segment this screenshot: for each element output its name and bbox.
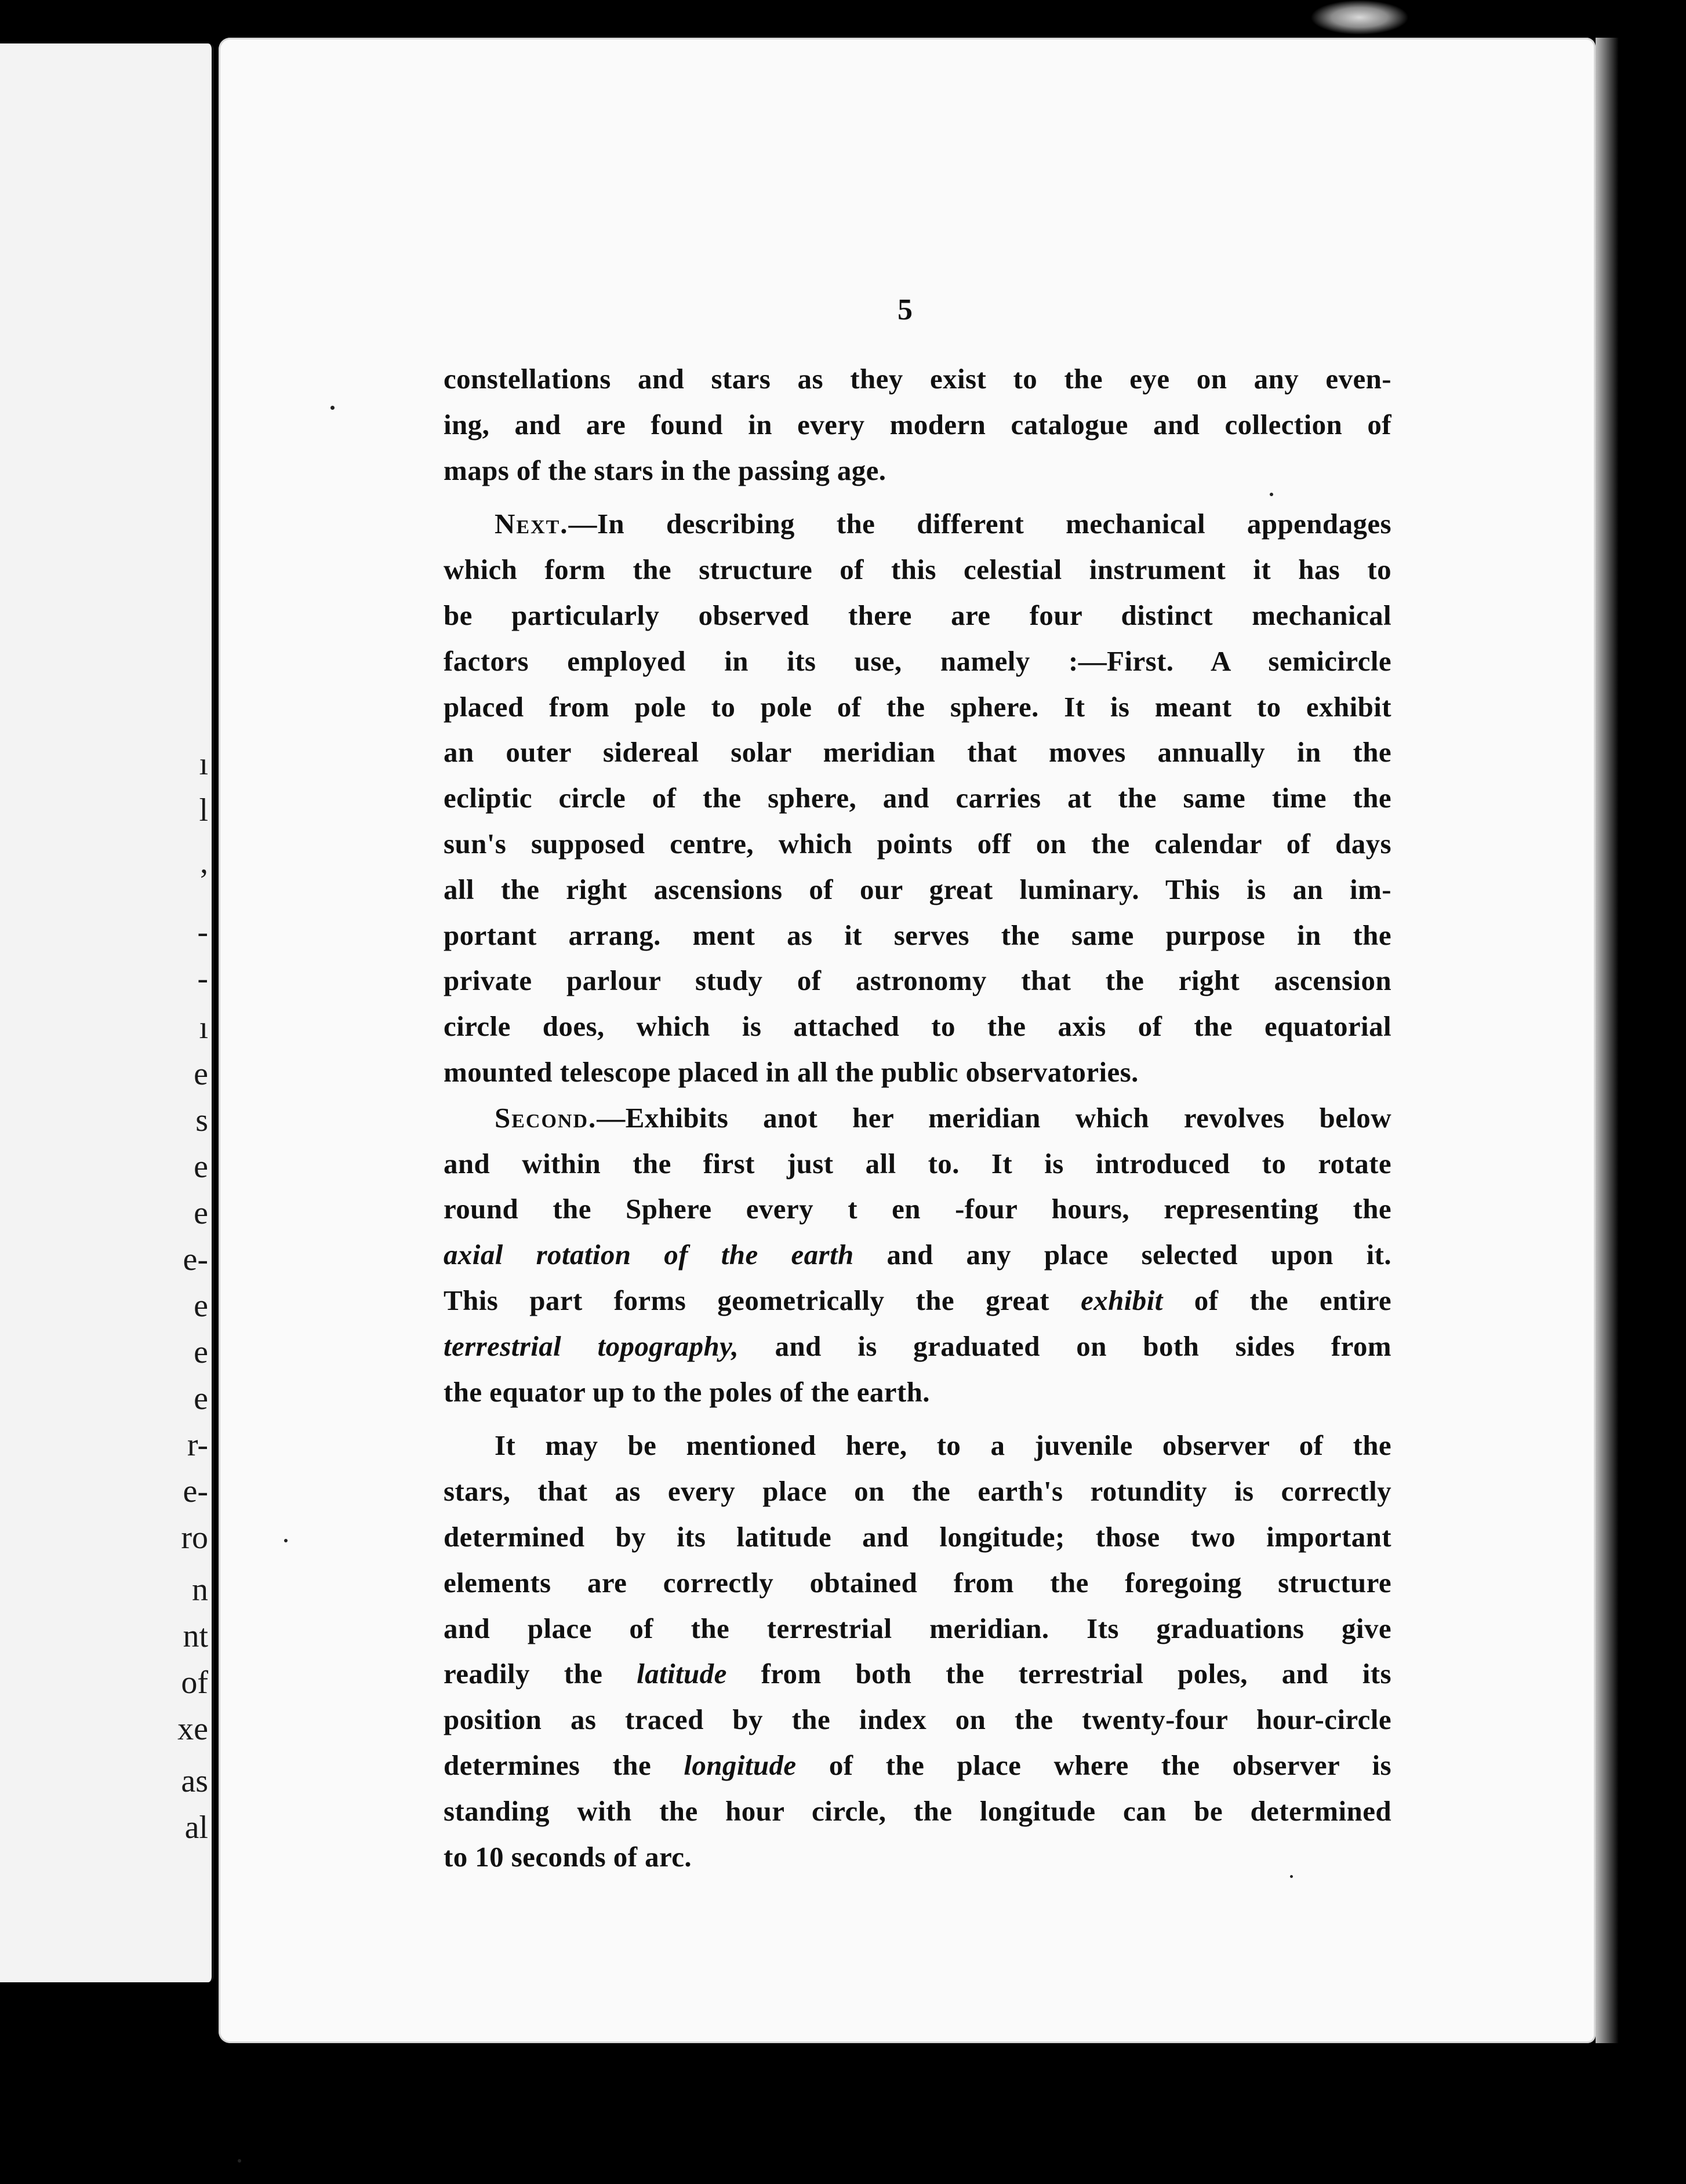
- previous-page-text-fragment: e: [194, 1381, 208, 1417]
- paragraph-next: [444, 501, 1391, 1095]
- scan-speck: [284, 1539, 288, 1542]
- text-line: be particularly observed there are four distinct mechanical: [444, 599, 1391, 631]
- previous-page-text-fragment: s: [195, 1102, 208, 1138]
- text-line: [444, 501, 1391, 547]
- previous-page-text-fragment: as: [181, 1763, 208, 1799]
- previous-page-text-fragment: e: [194, 1334, 208, 1370]
- paragraph-4: [444, 1423, 1391, 1880]
- text-line: terrestrial topography, and is graduated on both sides from: [444, 1330, 1391, 1362]
- text-line-rest: —In describing the different mechanical appendages: [568, 508, 1391, 540]
- text-line: round the Sphere every t en -four hours, representing the: [444, 1193, 1391, 1225]
- text-line: to 10 seconds of arc.: [444, 1840, 692, 1873]
- text-line-rest: —Exhibits anot her meridian which revolves below: [597, 1101, 1391, 1134]
- previous-page-text-fragment: e: [194, 1056, 208, 1092]
- previous-page-text-fragment: ro: [181, 1520, 208, 1556]
- paragraph-1: [444, 356, 1391, 493]
- italic-phrase: exhibit: [1081, 1284, 1163, 1316]
- previous-page-text-fragment: l: [199, 792, 208, 828]
- paragraph-second: [444, 1095, 1391, 1415]
- previous-page-text-fragment: e: [194, 1195, 208, 1231]
- text-line: maps of the stars in the passing age.: [444, 454, 886, 486]
- text-line: and place of the terrestrial meridian. Its graduations give: [444, 1612, 1391, 1644]
- scan-smudge: [1310, 0, 1409, 35]
- previous-page-text-fragment: n: [192, 1572, 208, 1608]
- text-line: ecliptic circle of the sphere, and carries at the same time the: [444, 782, 1391, 814]
- previous-page-edge: [0, 43, 214, 1982]
- text-line: which form the structure of this celestial instrument it has to: [444, 554, 1391, 586]
- text-line: determined by its latitude and longitude; those two important: [444, 1520, 1391, 1553]
- section-lead: Next.: [495, 508, 569, 540]
- previous-page-text-fragment: nt: [183, 1618, 208, 1654]
- previous-page-text-fragment: e-: [183, 1242, 208, 1277]
- text-line: position as traced by the index on the twenty-four hour-circle: [444, 1703, 1391, 1736]
- text-line: stars, that as every place on the earth's rotundity is correctly: [444, 1475, 1391, 1508]
- text-line: all the right ascensions of our great luminary. This is an im-: [444, 873, 1391, 905]
- text-line: circle does, which is attached to the axis of the equatorial: [444, 1010, 1391, 1043]
- text-line: readily the latitude from both the terrestrial poles, and its: [444, 1658, 1391, 1690]
- italic-phrase: terrestrial topography,: [444, 1330, 739, 1362]
- text-line: standing with the hour circle, the longitude can be determined: [444, 1794, 1391, 1827]
- italic-phrase: latitude: [637, 1658, 727, 1690]
- previous-page-text-fragment: of: [181, 1665, 208, 1701]
- text-line: factors employed in its use, namely :—First. A semicircle: [444, 645, 1391, 677]
- previous-page-text-fragment: e-: [183, 1473, 208, 1509]
- scan-speck: [238, 2159, 241, 2163]
- text-line: This part forms geometrically the great exhibit of the entire: [444, 1284, 1391, 1316]
- previous-page-text-fragment: e: [194, 1288, 208, 1324]
- previous-page-text-fragment: ı: [199, 746, 208, 782]
- text-line: the equator up to the poles of the earth.: [444, 1375, 930, 1408]
- page-number: 5: [897, 293, 913, 326]
- text-line: placed from pole to pole of the sphere. It is meant to exhibit: [444, 690, 1391, 723]
- scan-speck: [1290, 1875, 1293, 1878]
- text-line: ing, and are found in every modern catalogue and collection of: [444, 408, 1391, 441]
- previous-page-text-fragment: xe: [177, 1711, 208, 1747]
- previous-page-text-fragment: -: [197, 960, 208, 996]
- scan-speck: [1270, 493, 1273, 496]
- section-lead: Second.: [495, 1101, 597, 1134]
- previous-page-text-fragment: ,: [200, 845, 208, 880]
- previous-page-text-fragment: ı: [199, 1010, 208, 1046]
- text-line: [444, 1095, 1391, 1141]
- text-line: It may be mentioned here, to a juvenile observer of the: [495, 1429, 1391, 1462]
- previous-page-text-fragment: al: [184, 1810, 208, 1846]
- text-line: and within the first just all to. It is introduced to rotate: [444, 1147, 1391, 1180]
- text-line: axial rotation of the earth and any place selected upon it.: [444, 1239, 1391, 1271]
- previous-page-text-fragment: r-: [187, 1427, 208, 1463]
- body-text: [444, 356, 1391, 1880]
- italic-phrase: axial rotation of the earth: [444, 1239, 854, 1271]
- text-line: private parlour study of astronomy that the right ascension: [444, 964, 1391, 997]
- text-line: constellations and stars as they exist to the eye on any even-: [444, 363, 1391, 395]
- text-line: determines the longitude of the place where the observer is: [444, 1749, 1391, 1781]
- previous-page-text-fragment: e: [194, 1149, 208, 1185]
- previous-page-text-fragment: -: [197, 914, 208, 950]
- italic-phrase: longitude: [684, 1749, 797, 1781]
- text-line: portant arrang. ment as it serves the same purpose in the: [444, 919, 1391, 951]
- text-line: sun's supposed centre, which points off on the calendar of days: [444, 827, 1391, 860]
- text-line: mounted telescope placed in all the public observatories.: [444, 1055, 1139, 1088]
- page-edge-shadow: [1596, 38, 1619, 2043]
- scan-speck: [330, 406, 335, 410]
- text-line: elements are correctly obtained from the foregoing structure: [444, 1566, 1391, 1599]
- text-line: an outer sidereal solar meridian that moves annually in the: [444, 736, 1391, 769]
